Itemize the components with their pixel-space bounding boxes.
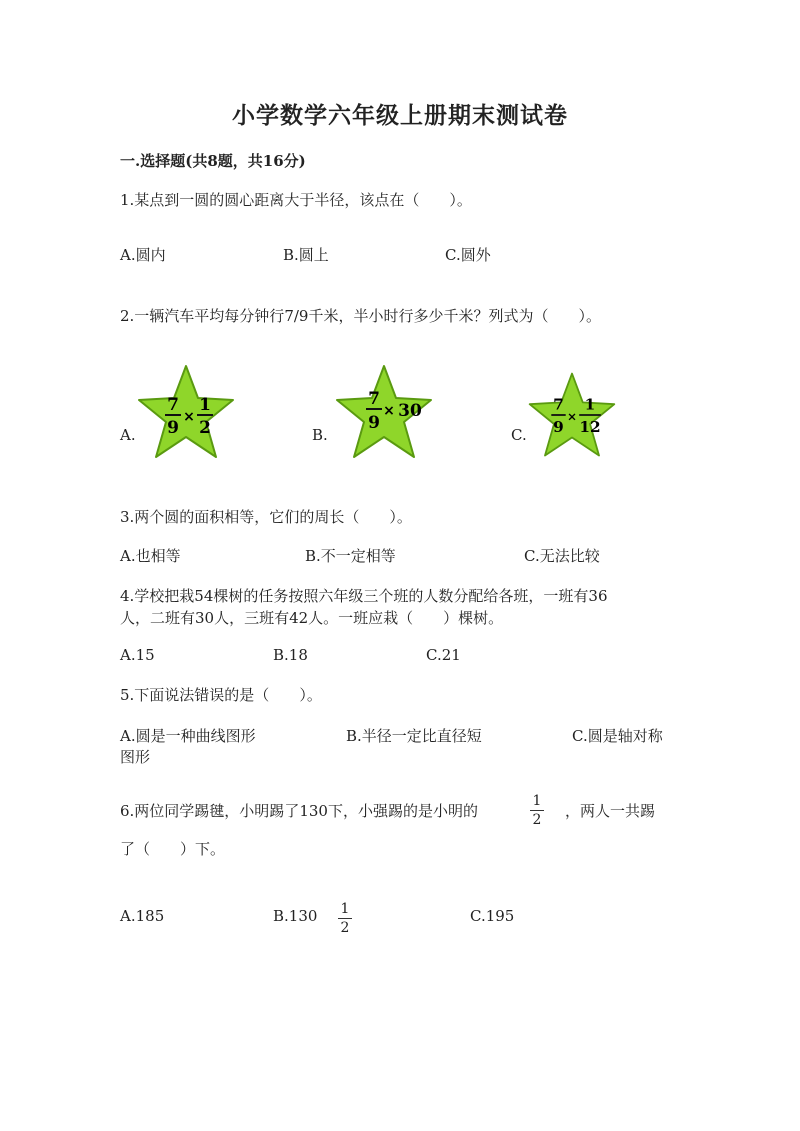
page-title: 小学数学六年级上册期末测试卷 xyxy=(232,102,568,129)
star-a-num: 7 xyxy=(167,395,179,415)
question-4-line-2: 人，二班有30人，三班有42人。一班应栽（ ）棵树。 xyxy=(120,609,504,627)
star-option-c-image xyxy=(527,370,617,460)
question-5: 5.下面说法错误的是（ ）。 xyxy=(120,686,322,704)
question-6-line-1-end: ，两人一共踢 xyxy=(565,802,656,820)
q6-option-b-fraction-den: 2 xyxy=(340,920,350,936)
q5-option-c-continued: 图形 xyxy=(120,748,151,766)
question-6-line-2: 了（ ）下。 xyxy=(120,840,226,858)
question-3: 3.两个圆的面积相等，它们的周长（ ）。 xyxy=(120,508,412,526)
q5-option-b: B.半径一定比直径短 xyxy=(346,727,482,745)
question-1: 1.某点到一圆的圆心距离大于半径，该点在（ ）。 xyxy=(120,191,472,209)
star-c-num: 7 xyxy=(553,395,564,414)
question-6-line-1: 6.两位同学踢毽，小明踢了130下，小强踢的是小明的 xyxy=(120,802,478,820)
q6-option-c: C.195 xyxy=(470,907,515,925)
q6-fraction xyxy=(530,793,544,828)
star-a-num2: 1 xyxy=(199,395,211,415)
q1-option-a: A.圆内 xyxy=(120,246,166,264)
q3-option-c: C.无法比较 xyxy=(524,547,600,565)
q5-option-c: C.圆是轴对称 xyxy=(572,727,663,745)
star-c-op: × xyxy=(567,409,577,424)
q2-option-c: C. xyxy=(511,426,527,444)
star-b-den: 9 xyxy=(368,413,380,433)
star-b-op: × xyxy=(383,403,395,419)
star-a-op: × xyxy=(183,409,195,425)
star-option-b-image xyxy=(334,362,434,462)
q2-option-a: A. xyxy=(120,426,136,444)
q6-option-a: A.185 xyxy=(120,907,165,925)
q1-option-b: B.圆上 xyxy=(283,246,329,264)
q6-option-b-fraction xyxy=(338,901,352,936)
q2-option-b: B. xyxy=(312,426,328,444)
q4-option-b: B.18 xyxy=(273,646,308,664)
q3-option-b: B.不一定相等 xyxy=(305,547,396,565)
question-4-line-1: 4.学校把栽54棵树的任务按照六年级三个班的人数分配给各班，一班有36 xyxy=(120,587,608,605)
q6-fraction-num: 1 xyxy=(532,793,542,809)
section-heading: 一.选择题(共8题，共16分) xyxy=(120,152,306,170)
star-c-den: 9 xyxy=(553,418,564,437)
q6-option-b: B.130 xyxy=(273,907,318,925)
star-b-val: 30 xyxy=(398,401,422,421)
q3-option-a: A.也相等 xyxy=(120,547,181,565)
question-2: 2.一辆汽车平均每分钟行7/9千米，半小时行多少千米？列式为（ ）。 xyxy=(120,307,601,325)
q1-option-c: C.圆外 xyxy=(445,246,491,264)
star-option-a-image xyxy=(136,362,236,462)
q4-option-c: C.21 xyxy=(426,646,461,664)
star-c-num2: 1 xyxy=(584,395,596,414)
star-a-den2: 2 xyxy=(199,418,211,438)
q6-fraction-den: 2 xyxy=(532,812,542,828)
star-c-den2: 12 xyxy=(579,418,601,437)
q5-option-a: A.圆是一种曲线图形 xyxy=(120,727,256,745)
star-a-den: 9 xyxy=(167,418,179,438)
q6-option-b-fraction-num: 1 xyxy=(340,901,350,917)
star-b-num: 7 xyxy=(368,389,380,409)
q4-option-a: A.15 xyxy=(120,646,155,664)
